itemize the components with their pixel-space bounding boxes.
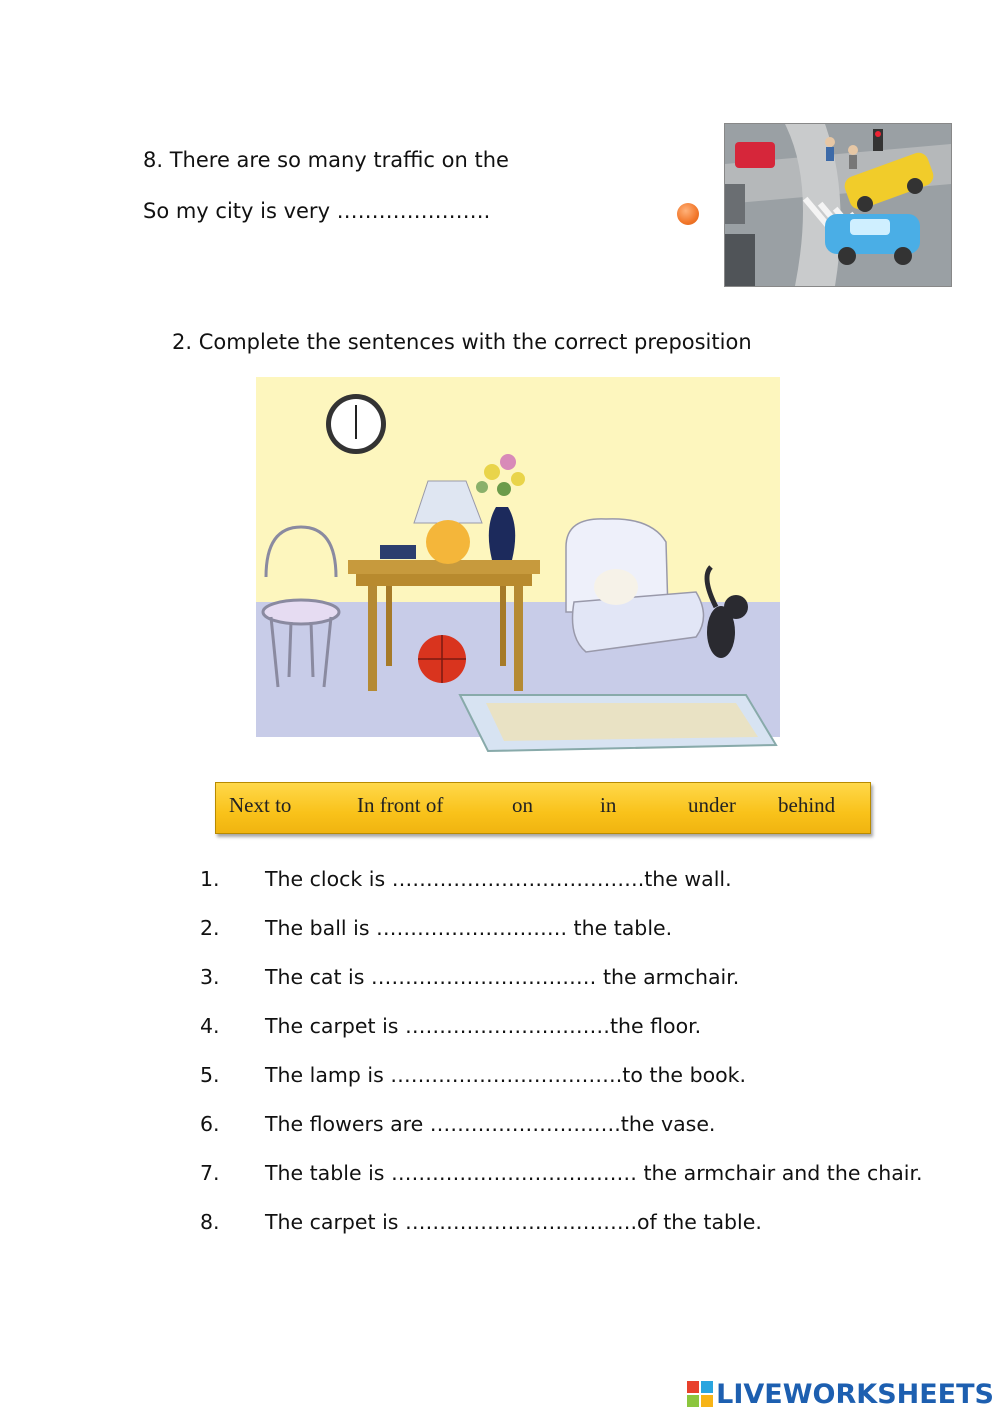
word-in[interactable]: in: [600, 793, 617, 817]
question8-line2: So my city is very ………………….: [143, 199, 491, 223]
item-number: 3.: [200, 965, 220, 989]
answer-marker-dot[interactable]: [677, 203, 699, 225]
item-text: The cat is …………………………… the armchair.: [265, 965, 740, 989]
item-number: 6.: [200, 1112, 220, 1136]
traffic-illustration: [724, 123, 952, 287]
item-text: The carpet is …………………………the floor.: [265, 1014, 702, 1038]
item-number: 1.: [200, 867, 220, 891]
logo-icon: [687, 1381, 713, 1407]
logo-text: LIVEWORKSHEETS: [716, 1378, 994, 1410]
item-text: The table is ……………………………… the armchair and the chair.: [265, 1161, 923, 1185]
exercise-heading: 2. Complete the sentences with the correct preposition: [172, 330, 752, 354]
item-number: 2.: [200, 916, 220, 940]
word-on[interactable]: on: [512, 793, 533, 817]
word-next-to[interactable]: Next to: [229, 793, 292, 817]
book-icon: [380, 545, 416, 559]
liveworksheets-logo[interactable]: [687, 1378, 994, 1410]
item-text: The lamp is …………………………….to the book.: [265, 1063, 747, 1087]
clock-icon: [326, 394, 386, 454]
item-number: 8.: [200, 1210, 220, 1234]
room-illustration: [256, 377, 780, 761]
word-under[interactable]: under: [688, 793, 736, 817]
ball-icon: [418, 635, 466, 683]
item-text: The ball is ………………………. the table.: [265, 916, 673, 940]
word-in-front-of[interactable]: In front of: [357, 793, 444, 817]
question8-line1: 8. There are so many traffic on the: [143, 148, 509, 172]
item-number: 5.: [200, 1063, 220, 1087]
item-text: The flowers are ……………………….the vase.: [265, 1112, 716, 1136]
vase-icon: [489, 507, 515, 560]
item-text: The clock is ……………………………….the wall.: [265, 867, 732, 891]
item-text: The carpet is …………………………….of the table.: [265, 1210, 762, 1234]
word-behind[interactable]: behind: [778, 793, 836, 817]
item-number: 4.: [200, 1014, 220, 1038]
item-number: 7.: [200, 1161, 220, 1185]
word-bank: [215, 782, 871, 834]
